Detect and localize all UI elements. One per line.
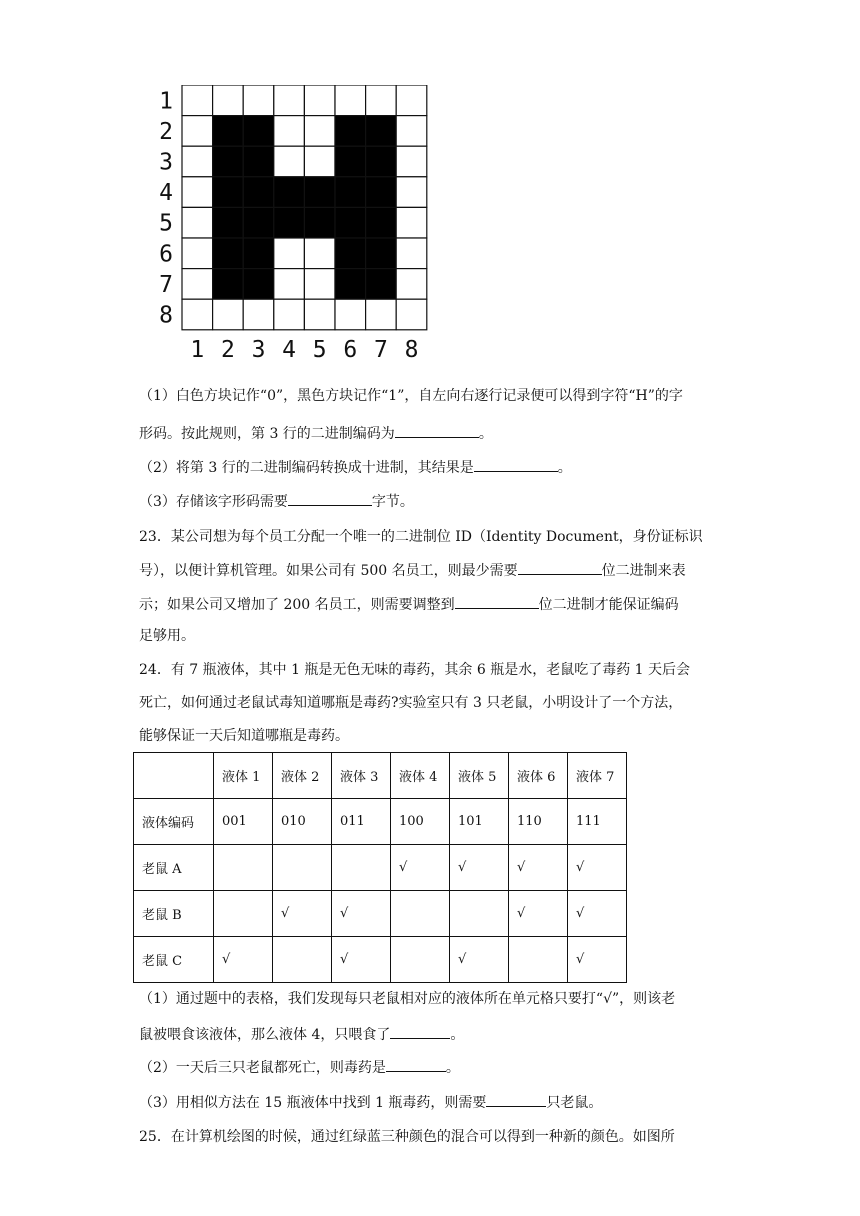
- white-pixel-cell: [182, 207, 213, 238]
- q24-part1-line1: （1）通过题中的表格，我们发现每只老鼠相对应的液体所在单元格只要打“√”，则该老: [139, 991, 676, 1007]
- black-pixel-cell: [243, 177, 274, 208]
- q23-line3-text: 示；如果公司又增加了 200 名员工，则需要调整到: [139, 597, 455, 613]
- column-label: 7: [373, 336, 388, 363]
- column-label: 2: [220, 336, 235, 363]
- table-cell: [214, 845, 273, 891]
- table-cell: 100: [391, 799, 450, 845]
- white-pixel-cell: [213, 299, 244, 330]
- table-cell: √: [509, 845, 568, 891]
- q22-part1-line1: （1）白色方块记作“0”，黑色方块记作“1”，自左向右逐行记录便可以得到字符“H”的字: [139, 388, 683, 404]
- white-pixel-cell: [182, 269, 213, 300]
- table-cell: 110: [509, 799, 568, 845]
- row-label: 5: [159, 210, 173, 237]
- column-label: 3: [251, 336, 266, 363]
- table-header-cell: 液体 2: [273, 753, 332, 799]
- q22-part3: [139, 491, 729, 512]
- black-pixel-cell: [366, 116, 397, 147]
- white-pixel-cell: [304, 299, 335, 330]
- black-pixel-cell: [366, 177, 397, 208]
- q23-line3: [139, 594, 729, 615]
- q23-line1: 23．某公司想为每个员工分配一个唯一的二进制位 ID（Identity Document，身份证标识: [139, 529, 703, 545]
- black-pixel-cell: [243, 116, 274, 147]
- black-pixel-cell: [213, 207, 244, 238]
- white-pixel-cell: [182, 85, 213, 116]
- q24-part1-end: 。: [450, 1027, 465, 1043]
- answer-blank[interactable]: [288, 491, 372, 506]
- white-pixel-cell: [213, 85, 244, 116]
- table-header-cell: 液体 6: [509, 753, 568, 799]
- black-pixel-cell: [243, 269, 274, 300]
- white-pixel-cell: [396, 146, 427, 177]
- q23-line4: 足够用。: [139, 628, 195, 644]
- q24-part1-text: 鼠被喂食该液体，那么液体 4，只喂食了: [139, 1027, 391, 1043]
- column-label: 5: [312, 336, 327, 363]
- table-cell: 001: [214, 799, 273, 845]
- white-pixel-cell: [182, 146, 213, 177]
- table-cell: √: [450, 845, 509, 891]
- white-pixel-cell: [335, 85, 366, 116]
- black-pixel-cell: [243, 146, 274, 177]
- black-pixel-cell: [213, 269, 244, 300]
- white-pixel-cell: [304, 269, 335, 300]
- black-pixel-cell: [366, 269, 397, 300]
- row-label: 4: [159, 180, 173, 207]
- column-label: 8: [404, 336, 419, 363]
- table-row-label: 液体编码: [134, 799, 214, 845]
- table-cell: [391, 937, 450, 983]
- q25-line1: 25．在计算机绘图的时候，通过红绿蓝三种颜色的混合可以得到一种新的颜色。如图所: [139, 1129, 675, 1145]
- white-pixel-cell: [396, 85, 427, 116]
- q24-part3-end: 只老鼠。: [546, 1095, 603, 1111]
- white-pixel-cell: [396, 177, 427, 208]
- white-pixel-cell: [243, 299, 274, 330]
- white-pixel-cell: [274, 238, 305, 269]
- table-cell: √: [568, 937, 627, 983]
- white-pixel-cell: [396, 269, 427, 300]
- q22-part1-text: 形码。按此规则，第 3 行的二进制编码为: [139, 426, 395, 442]
- q22-part2-text: （2）将第 3 行的二进制编码转换成十进制，其结果是: [139, 460, 474, 476]
- table-header-cell: 液体 4: [391, 753, 450, 799]
- row-label: 3: [159, 149, 173, 176]
- q24-line3: 能够保证一天后知道哪瓶是毒药。: [139, 728, 349, 744]
- black-pixel-cell: [274, 177, 305, 208]
- table-row-label: 老鼠 A: [134, 845, 214, 891]
- row-label: 8: [159, 302, 173, 329]
- table-row-label: 老鼠 B: [134, 891, 214, 937]
- white-pixel-cell: [304, 146, 335, 177]
- black-pixel-cell: [243, 238, 274, 269]
- table-header-cell: 液体 3: [332, 753, 391, 799]
- row-label: 2: [159, 118, 173, 145]
- table-cell: √: [568, 891, 627, 937]
- table-header-cell: 液体 5: [450, 753, 509, 799]
- white-pixel-cell: [182, 299, 213, 330]
- black-pixel-cell: [213, 238, 244, 269]
- q24-part2-text: （2）一天后三只老鼠都死亡，则毒药是: [139, 1060, 386, 1076]
- table-cell: 111: [568, 799, 627, 845]
- q22-part1-end: 。: [478, 426, 493, 442]
- h-glyph-pixel-grid: [150, 85, 440, 365]
- table-cell: √: [332, 937, 391, 983]
- q24-part2: [139, 1057, 729, 1078]
- q22-part3-text: （3）存储该字形码需要: [139, 494, 288, 510]
- black-pixel-cell: [366, 146, 397, 177]
- table-cell: 101: [450, 799, 509, 845]
- q24-part3-text: （3）用相似方法在 15 瓶液体中找到 1 瓶毒药，则需要: [139, 1095, 487, 1111]
- table-row-label: 老鼠 C: [134, 937, 214, 983]
- q22-part3-end: 字节。: [371, 494, 414, 510]
- black-pixel-cell: [335, 146, 366, 177]
- white-pixel-cell: [304, 85, 335, 116]
- black-pixel-cell: [274, 207, 305, 238]
- black-pixel-cell: [243, 207, 274, 238]
- table-header-cell: [134, 753, 214, 799]
- black-pixel-cell: [335, 238, 366, 269]
- table-row: [134, 799, 627, 845]
- table-header-row: [134, 753, 627, 799]
- column-label: 1: [190, 336, 205, 363]
- table-cell: 010: [273, 799, 332, 845]
- table-cell: √: [450, 937, 509, 983]
- q22-part2-end: 。: [557, 460, 572, 476]
- white-pixel-cell: [366, 85, 397, 116]
- white-pixel-cell: [396, 207, 427, 238]
- white-pixel-cell: [304, 116, 335, 147]
- q24-part2-end: 。: [445, 1060, 460, 1076]
- poison-test-table: [133, 752, 627, 983]
- table-cell: [273, 845, 332, 891]
- white-pixel-cell: [274, 299, 305, 330]
- white-pixel-cell: [274, 146, 305, 177]
- table-header-cell: 液体 1: [214, 753, 273, 799]
- black-pixel-cell: [213, 146, 244, 177]
- black-pixel-cell: [304, 207, 335, 238]
- white-pixel-cell: [304, 238, 335, 269]
- table-cell: √: [391, 845, 450, 891]
- answer-blank[interactable]: [474, 457, 558, 472]
- q23-line2-text: 号），以便计算机管理。如果公司有 500 名员工，则最少需要: [139, 563, 518, 579]
- q24-line1: 24．有 7 瓶液体，其中 1 瓶是无色无味的毒药，其余 6 瓶是水，老鼠吃了毒药 1 天后会: [139, 662, 691, 678]
- white-pixel-cell: [182, 177, 213, 208]
- answer-blank[interactable]: [390, 1024, 450, 1039]
- white-pixel-cell: [335, 299, 366, 330]
- table-cell: √: [568, 845, 627, 891]
- answer-blank[interactable]: [486, 1092, 546, 1107]
- q22-part2: [139, 457, 729, 478]
- table-row: [134, 891, 627, 937]
- row-label: 6: [159, 241, 173, 268]
- table-header-cell: 液体 7: [568, 753, 627, 799]
- table-cell: [273, 937, 332, 983]
- white-pixel-cell: [182, 116, 213, 147]
- black-pixel-cell: [213, 116, 244, 147]
- white-pixel-cell: [182, 238, 213, 269]
- q23-line3-end: 位二进制才能保证编码: [538, 597, 679, 613]
- black-pixel-cell: [335, 207, 366, 238]
- q22-part1-line2: [139, 423, 729, 444]
- answer-blank[interactable]: [518, 560, 602, 575]
- black-pixel-cell: [366, 207, 397, 238]
- table-cell: 011: [332, 799, 391, 845]
- white-pixel-cell: [274, 269, 305, 300]
- table-cell: [391, 891, 450, 937]
- answer-blank[interactable]: [395, 423, 479, 438]
- white-pixel-cell: [396, 238, 427, 269]
- q24-part3: [139, 1092, 729, 1113]
- table-cell: √: [332, 891, 391, 937]
- column-label: 4: [282, 336, 297, 363]
- black-pixel-cell: [335, 269, 366, 300]
- black-pixel-cell: [213, 177, 244, 208]
- table-cell: [332, 845, 391, 891]
- q23-line2-end: 位二进制来表: [601, 563, 686, 579]
- black-pixel-cell: [335, 177, 366, 208]
- black-pixel-cell: [366, 238, 397, 269]
- q24-line2: 死亡，如何通过老鼠试毒知道哪瓶是毒药?实验室只有 3 只老鼠，小明设计了一个方法，: [139, 695, 683, 711]
- column-label: 6: [343, 336, 358, 363]
- row-label: 1: [159, 88, 173, 115]
- white-pixel-cell: [396, 116, 427, 147]
- table-cell: √: [273, 891, 332, 937]
- black-pixel-cell: [335, 116, 366, 147]
- table-row: [134, 845, 627, 891]
- q24-part1-line2: [139, 1024, 729, 1045]
- table-cell: √: [509, 891, 568, 937]
- table-cell: [214, 891, 273, 937]
- answer-blank[interactable]: [455, 594, 539, 609]
- white-pixel-cell: [274, 85, 305, 116]
- black-pixel-cell: [304, 177, 335, 208]
- q23-line2: [139, 560, 729, 581]
- white-pixel-cell: [243, 85, 274, 116]
- white-pixel-cell: [396, 299, 427, 330]
- answer-blank[interactable]: [386, 1057, 446, 1072]
- table-cell: [509, 937, 568, 983]
- table-row: [134, 937, 627, 983]
- white-pixel-cell: [366, 299, 397, 330]
- table-cell: √: [214, 937, 273, 983]
- table-cell: [450, 891, 509, 937]
- row-label: 7: [159, 271, 173, 298]
- white-pixel-cell: [274, 116, 305, 147]
